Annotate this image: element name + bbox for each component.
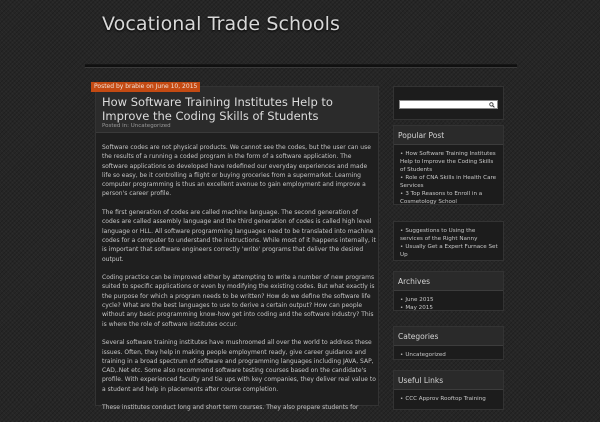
post-paragraph: The first generation of codes are called machine language. The second generation of codes are called assembly language and the third generation of codes is called high level language or HLL. All software programming languages need to be translated into machine codes for a computer to understand the instructions. While most of it happens internally, it is important that software engineers correctly 'write' programs that deliver the desired output. [102,209,376,263]
search-icon[interactable] [489,102,495,108]
popular-post-item[interactable]: • 3 Top Reasons to Enroll in a Cosmetology School [400,191,483,205]
popular-post-item[interactable]: • How Software Training Institutes Help to Improve the Coding Skills of Students [400,151,496,173]
search-input[interactable] [399,100,498,109]
header-divider [85,64,517,68]
post-category[interactable]: Posted in: Uncategorized [102,123,171,129]
popular-posts-title: Popular Post [394,126,503,145]
recent-post-item[interactable]: • Usually Get a Expert Furnace Set Up [400,244,498,258]
useful-links-title: Useful Links [394,371,503,390]
post-article [95,86,379,412]
archive-link[interactable]: June 2015 [405,297,434,303]
category-link[interactable]: Uncategorized [405,352,446,358]
archives-title: Archives [394,272,503,291]
useful-link-item[interactable]: • CCC Approv Rooftop Training [400,396,486,402]
popular-post-link[interactable]: 3 Top Reasons to Enroll in a Cosmetology School [400,191,483,205]
post-paragraph: These institutes conduct long and short term courses. They also prepare students for [102,404,359,412]
post-paragraph: Coding practice can be improved either by attempting to write a number of new programs suited to specific applications or even by modifying the existing codes. But what exactly is the purpose for which a program needs to be written? How do we define the software life cycle? What are the best languages to use to derive a certain output? How can people without any basic programming know-how get into coding and the software industry? This is where the role of software institutes occur. [102,274,375,328]
useful-links-widget [393,370,504,410]
archive-item[interactable]: • May 2015 [400,305,433,311]
post-meta: Posted by brabie on June 10, 2015 [91,82,200,92]
post-title[interactable]: How Software Training Institutes Help to Improve the Coding Skills of Students [102,95,333,123]
archive-item[interactable]: • June 2015 [400,297,434,303]
search-widget [393,86,504,120]
popular-post-item[interactable]: • Role of CNA Skills in Health Care Services [400,175,497,189]
post-header [96,87,378,133]
categories-widget [393,326,504,360]
recent-post-item[interactable]: • Suggestions to Using the services of the Right Nanny [400,228,478,242]
post-paragraph: Software codes are not physical products. We cannot see the codes, but the user can use the results of a running a coded program in the form of a software application. The software applications so developed have redefined our everyday experiences and made life so easy, be it controlling a flight or buying groceries from a supermarket. Learning computer programming is thus an excellent avenue to gain employment and improve a person's career profile. [102,144,371,198]
category-item[interactable]: • Uncategorized [400,352,446,358]
recent-posts-widget [393,221,504,261]
useful-link[interactable]: CCC Approv Rooftop Training [405,396,486,402]
recent-post-link[interactable]: Suggestions to Using the services of the Right Nanny [400,228,478,242]
site-title[interactable]: Vocational Trade Schools [102,13,341,35]
post-body [102,143,376,422]
popular-post-link[interactable]: Role of CNA Skills in Health Care Services [400,175,497,189]
popular-post-link[interactable]: How Software Training Institutes Help to Improve the Coding Skills of Students [400,151,496,173]
post-paragraph: Several software training institutes have mushroomed all over the world to address these issues. Often, they help in making people employment ready, give career guidance and training in a broad spectrum of software and programming languages including JAVA, SAP, CAD,.Net etc. Some also recommend software testing courses based on the candidate's profile. With experienced faculty and tie ups with key companies, they deliver real value to a student and help in placements after course completion. [102,339,376,393]
recent-post-link[interactable]: Usually Get a Expert Furnace Set Up [400,244,498,258]
archives-widget [393,271,504,311]
popular-posts-widget [393,125,504,205]
categories-title: Categories [394,327,503,346]
archive-link[interactable]: May 2015 [405,305,433,311]
